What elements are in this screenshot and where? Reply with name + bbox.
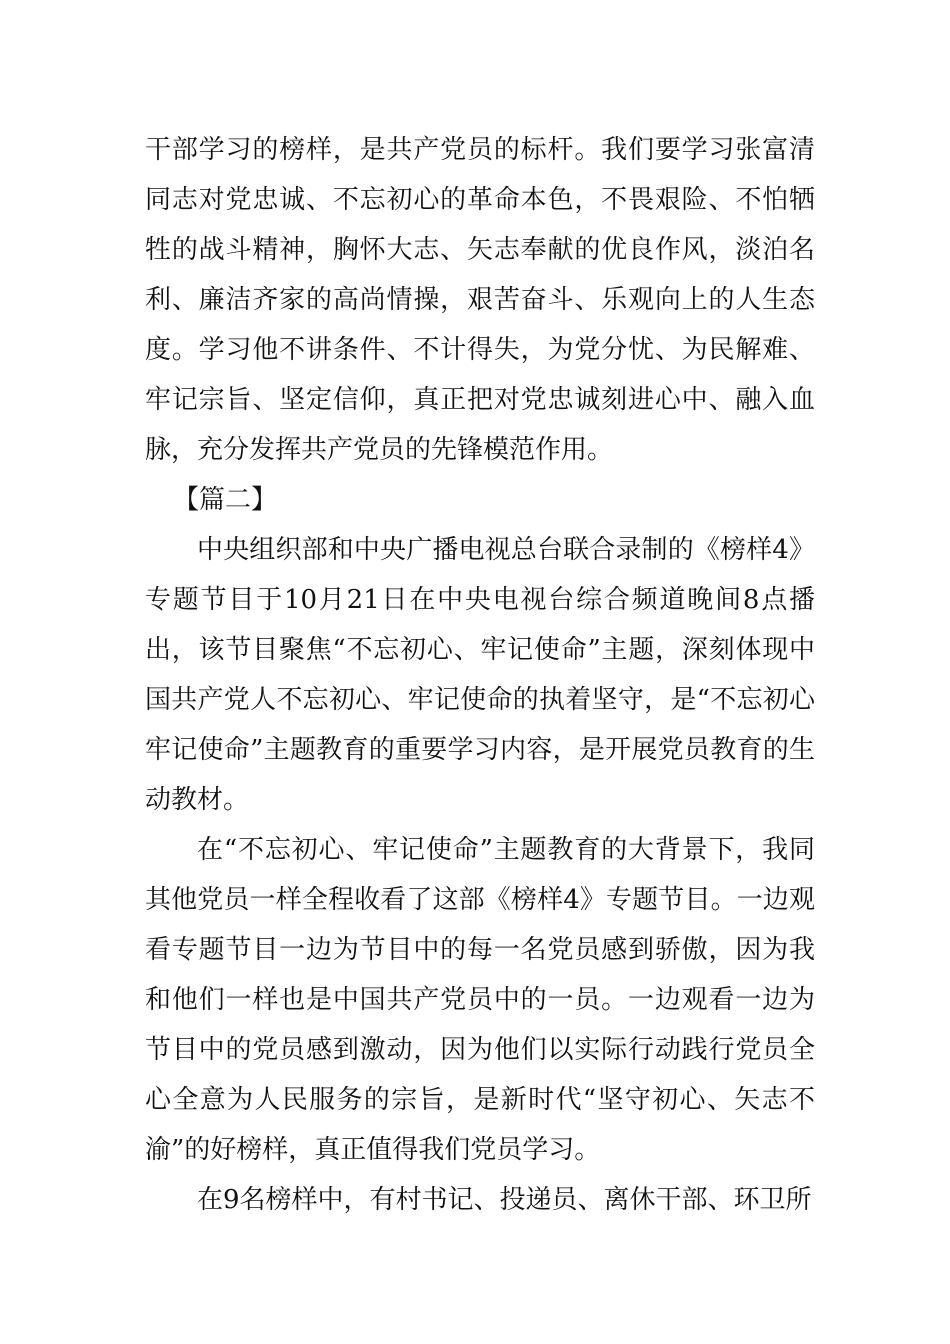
paragraph-intro: 中央组织部和中央广播电视总台联合录制的《榜样4》专题节目于10月21日在中央电视台综合频道晚间8点播出，该节目聚焦“不忘初心、牢记使命”主题，深刻体现中国共产党人不忘初心、牢记使命的执着坚守，是“不忘初心牢记使命”主题教育的重要学习内容，是开展党员教育的生动教材。 xyxy=(145,535,815,815)
paragraph-role-models: 在9名榜样中，有村书记、投递员、离休干部、环卫所 xyxy=(197,1185,812,1215)
paragraph-viewing: 在“不忘初心、牢记使命”主题教育的大背景下，我同其他党员一样全程收看了这部《榜样4》专题节目。一边观看专题节目一边为节目中的每一名党员感到骄傲，因为我和他们一样也是中国共产党员中的一员。一边观看一边为节目中的党员感到激动，因为他们以实际行动践行党员全心全意为人民服务的宗旨，是新时代“坚守初心、矢志不渝”的好榜样，真正值得我们党员学习。 xyxy=(145,835,815,1165)
paragraph-continuation: 干部学习的榜样，是共产党员的标杆。我们要学习张富清同志对党忠诚、不忘初心的革命本色，不畏艰险、不怕牺牲的战斗精神，胸怀大志、矢志奉献的优良作风，淡泊名利、廉洁齐家的高尚情操，艰苦奋斗、乐观向上的人生态度。学习他不讲条件、不计得失，为党分忧、为民解难、牢记宗旨、坚定信仰，真正把对党忠诚刻进心中、融入血脉，充分发挥共产党员的先锋模范作用。 xyxy=(145,135,815,465)
section-heading: 【篇二】 xyxy=(173,485,278,515)
document-body xyxy=(145,125,815,1225)
